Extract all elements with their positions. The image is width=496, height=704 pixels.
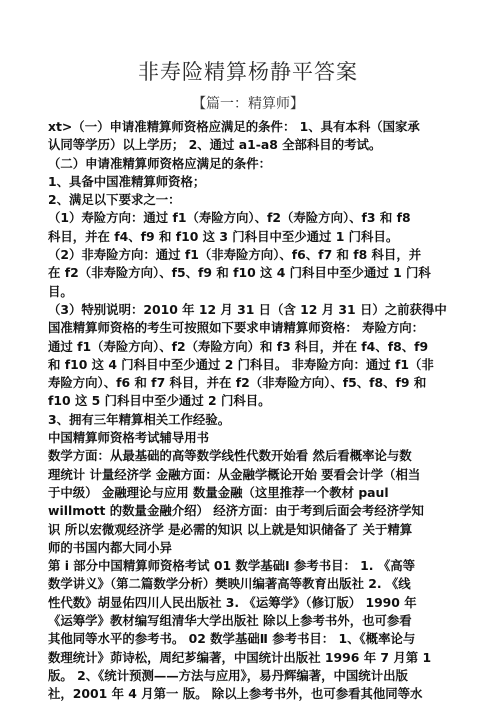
body-text-line: 中国精算师资格考试辅导用书: [48, 430, 210, 446]
body-text-line: 性代数》胡显佑四川人民出版社 3. 《运筹学》（修订版） 1990 年: [48, 594, 417, 610]
body-text-line: 识 所以宏微观经济学 是必需的知识 以上就是知识储备了 关于精算: [48, 521, 413, 537]
body-text-line: 寿险方向）、f6 和 f7 科目，并在 f2（非寿险方向）、f5、f8、f9 和: [48, 375, 427, 391]
body-text-line: （3）特别说明：2010 年 12 月 31 日（含 12 月 31 日）之前获得中: [48, 301, 447, 317]
body-text-line: 2、满足以下要求之一：: [48, 192, 181, 208]
body-text-line: 科目，并在 f4、f9 和 f10 这 3 门科目中至少通过 1 门科目。: [48, 228, 399, 244]
body-text-line: 其他同等水平的参考书。 02 数学基础Ⅱ 参考书目： 1、《概率论与: [48, 631, 416, 647]
body-text-line: 数学方面：从最基础的高等数学线性代数开始看 然后看概率论与数: [48, 448, 412, 464]
body-text-line: 数理统计》茆诗松，周纪芗编著，中国统计出版社 1996 年 7 月第 1: [48, 649, 432, 665]
document-title: 非寿险精算杨静平答案: [138, 60, 358, 84]
body-text-line: 1、具备中国准精算师资格；: [48, 173, 206, 189]
body-text-line: 目。: [48, 283, 73, 299]
body-text-line: （二）申请准精算师资格应满足的条件：: [48, 155, 272, 171]
body-text-line: 3、拥有三年精算相关工作经验。: [48, 411, 231, 427]
document-subtitle: 【篇一：精算师】: [192, 96, 304, 112]
body-text-line: xt>（一）申请准精算师资格应满足的条件： 1、具有本科（国家承: [48, 119, 420, 134]
body-text-line: 版。 2、《统计预测——方法与应用》，易丹辉编著，中国统计出版: [48, 667, 408, 683]
document-body: [48, 118, 458, 704]
body-text-line: 《运筹学》教材编写组清华大学出版社 除以上参考书外，也可参看: [48, 613, 412, 629]
body-text-line: 国准精算师资格的考生可按照如下要求申请精算师资格： 寿险方向：: [48, 320, 425, 336]
body-text-line: 在 f2（非寿险方向）、f5、f9 和 f10 这 4 门科目中至少通过 1 门科: [48, 265, 431, 281]
body-text-line: f10 这 5 门科目中至少通过 2 门科目。: [48, 393, 271, 409]
body-text-line: 第 i 部分中国精算师资格考试 01 数学基础Ⅰ 参考书目： 1. 《高等: [48, 558, 415, 574]
body-text-line: 师的书国内都大同小异: [48, 539, 172, 555]
body-text-line: willmott 的数量金融介绍） 经济方面：由于考到后面会考经济学知: [48, 503, 424, 519]
body-text-line: 社，2001 年 4 月第一 版。 除以上参考书外，也可参看其他同等水: [48, 686, 423, 702]
body-text-line: 通过 f1（寿险方向）、f2（寿险方向）和 f3 科目，并在 f4、f8、f9: [48, 338, 429, 354]
body-text-line: 认同等学历）以上学历； 2、通过 a1-a8 全部科目的考试。: [48, 137, 382, 153]
body-text-line: 理统计 计量经济学 金融方面：从金融学概论开始 要看会计学（相当: [48, 466, 421, 482]
body-text-line: 于中级） 金融理论与应用 数量金融（这里推荐一个教材 paul: [48, 484, 389, 500]
body-text-line: 数学讲义》（第二篇数学分析）樊映川编著高等教育出版社 2. 《线: [48, 576, 411, 592]
body-text-line: 和 f10 这 4 门科目中至少通过 2 门科目。 非寿险方向：通过 f1（非: [48, 356, 434, 372]
body-text-line: （2）非寿险方向：通过 f1（非寿险方向）、f6、f7 和 f8 科目，并: [48, 247, 422, 263]
body-text-line: （1）寿险方向：通过 f1（寿险方向）、f2（寿险方向）、f3 和 f8: [48, 210, 411, 226]
